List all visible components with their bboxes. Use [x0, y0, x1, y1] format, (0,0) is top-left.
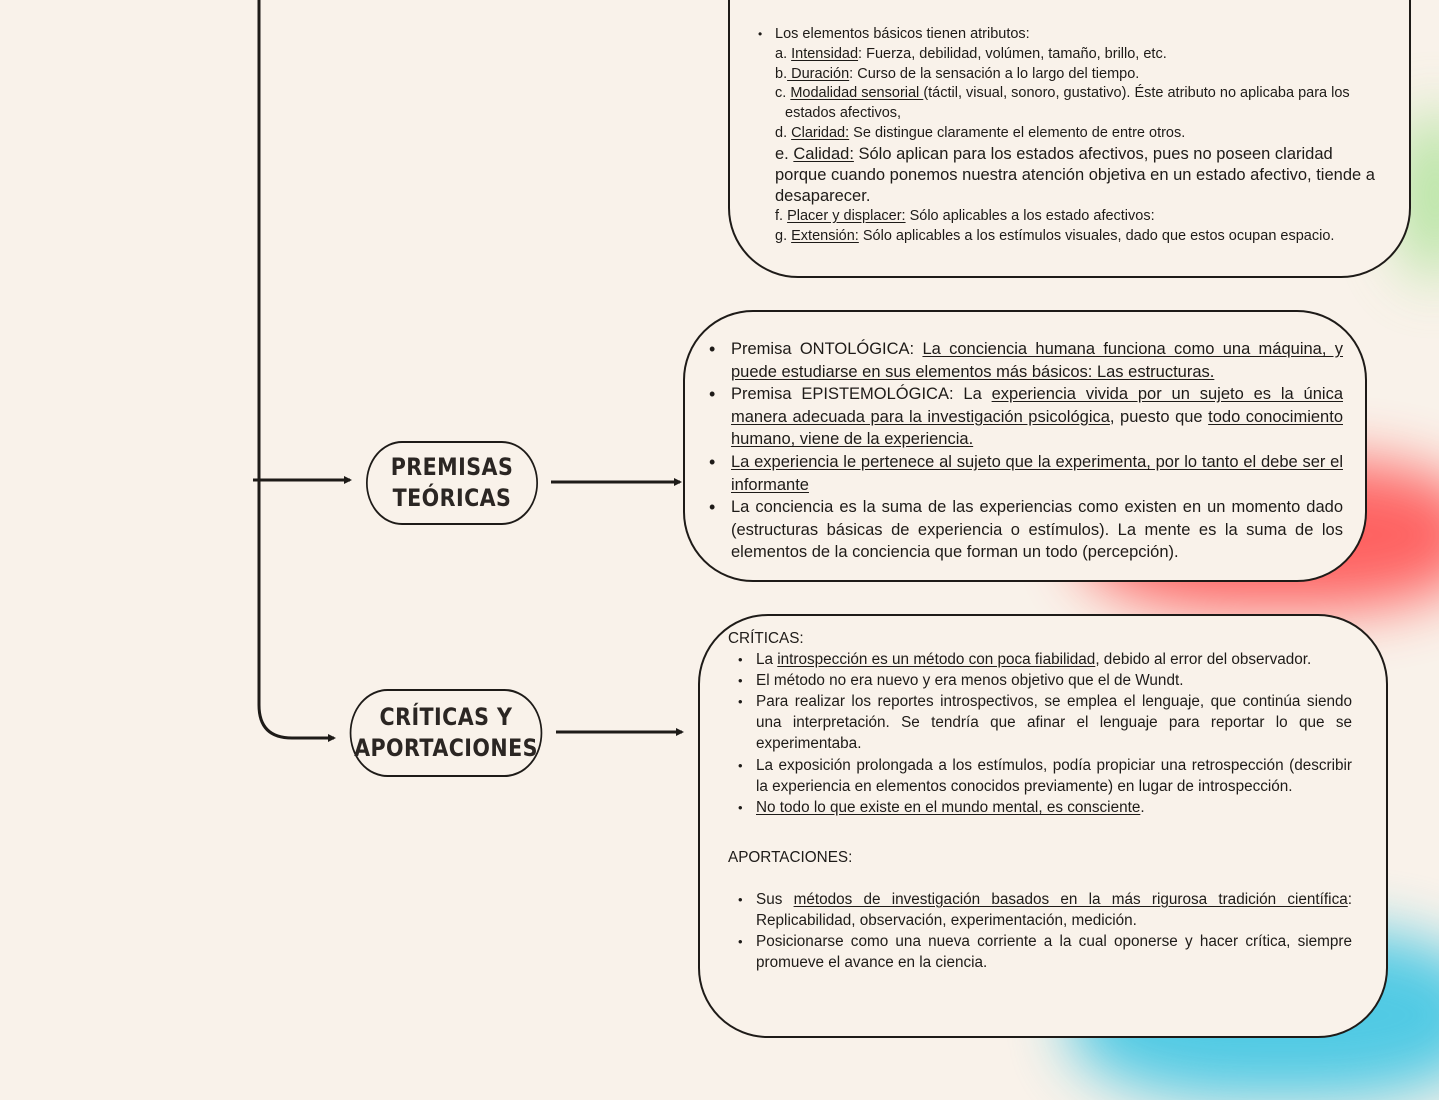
node-premisas-teoricas	[366, 441, 538, 525]
critica-item: • La exposición prolongada a los estímulos, podía propiciar una retrospección (describir la experiencia en elementos conocidos previamente) en lugar de introspección.	[738, 755, 1352, 797]
attribute-item: c. Modalidad sensorial (táctil, visual, sonoro, gustativo). Éste atributo no aplicaba para los estados afectivos,	[775, 85, 1350, 122]
attribute-item: f. Placer y displacer: Sólo aplicables a los estado afectivos:	[775, 207, 1155, 224]
critica-item: • No todo lo que existe en el mundo mental, es consciente.	[738, 797, 1352, 818]
premisa-item-experiencia: • La experiencia le pertenece al sujeto que la experimenta, por lo tanto el debe ser el informante	[709, 451, 1343, 496]
node-label-line2: TEÓRICAS	[392, 484, 512, 512]
attribute-item: e. Calidad: Sólo aplican para los estados afectivos, pues no poseen claridad porque cuando ponemos nuestra atención objetiva en un estado afectivo, tiende a desaparecer.	[775, 144, 1375, 205]
attribute-item: b. Duración: Curso de la sensación a lo largo del tiempo.	[775, 65, 1140, 82]
premisas-box	[683, 310, 1367, 582]
critica-item: • Para realizar los reportes introspectivos, se emplea el lenguaje, que continúa siendo una interpretación. Se tendría que afinar el lenguaje para reportar lo que se experimentaba.	[738, 691, 1352, 754]
criticas-title: CRÍTICAS:	[728, 630, 804, 647]
criticas-aportaciones-box	[698, 614, 1388, 1038]
node-label-line1: PREMISAS	[390, 453, 514, 481]
attributes-box	[728, 0, 1411, 278]
trunk-line	[259, 0, 334, 738]
attribute-item: a. Intensidad: Fuerza, debilidad, volúmen, tamaño, brillo, etc.	[775, 45, 1167, 62]
attributes-list	[758, 45, 1389, 247]
aportacion-item: • Sus métodos de investigación basados en la más rigurosa tradición científica: Replicabilidad, observación, experimentación, medición.	[738, 889, 1352, 931]
premisa-item-conciencia: • La conciencia es la suma de las experiencias como existen en un momento dado (estructuras básicas de experiencia o estímulos). La mente es la suma de los elementos de la conciencia que forman un todo (percepción).	[709, 496, 1343, 564]
critica-item: • La introspección es un método con poca fiabilidad, debido al error del observador.	[738, 649, 1352, 670]
aportaciones-list	[728, 889, 1352, 973]
aportaciones-title: APORTACIONES:	[728, 848, 853, 866]
node-criticas-aportaciones	[350, 689, 543, 777]
premisas-list	[709, 338, 1343, 564]
aportacion-item: • Posicionarse como una nueva corriente a la cual oponerse y hacer crítica, siempre promueve el avance en la ciencia.	[738, 931, 1352, 973]
criticas-list	[728, 649, 1352, 818]
attributes-heading: • Los elementos básicos tienen atributos:	[758, 25, 1389, 45]
node-label-line2: APORTACIONES	[354, 734, 538, 762]
attribute-item: d. Claridad: Se distingue claramente el elemento de entre otros.	[775, 124, 1186, 141]
attribute-item: g. Extensión: Sólo aplicables a los estímulos visuales, dado que estos ocupan espacio.	[775, 227, 1335, 244]
premisa-item-ontologica: • Premisa ONTOLÓGICA: La conciencia humana funciona como una máquina, y puede estudiarse en sus elementos más básicos: Las estructuras.	[709, 338, 1343, 383]
premisa-item-epistemologica: • Premisa EPISTEMOLÓGICA: La experiencia vivida por un sujeto es la única manera adecuada para la investigación psicológica, puesto que todo conocimiento humano, viene de la experiencia.	[709, 383, 1343, 451]
node-label-line1: CRÍTICAS Y	[379, 703, 513, 731]
critica-item: • El método no era nuevo y era menos objetivo que el de Wundt.	[738, 670, 1352, 691]
